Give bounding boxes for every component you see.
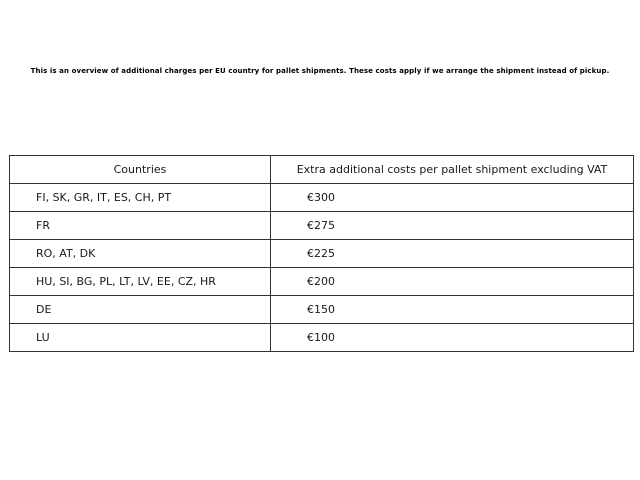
cost-cell: €150 [271, 296, 634, 324]
countries-cell: FR [10, 212, 271, 240]
overview-description-text: This is an overview of additional charges per EU country for pallet shipments. These costs apply if we arrange the shipment instead of pickup. [30, 67, 610, 75]
table-row [10, 184, 634, 212]
countries-column-header: Countries [10, 156, 271, 184]
cost-cell: €300 [271, 184, 634, 212]
cost-cell: €225 [271, 240, 634, 268]
countries-cell: DE [10, 296, 271, 324]
table-row [10, 324, 634, 352]
table-row [10, 240, 634, 268]
countries-cell: RO, AT, DK [10, 240, 271, 268]
table-row [10, 296, 634, 324]
countries-cell: FI, SK, GR, IT, ES, CH, PT [10, 184, 271, 212]
cost-cell: €100 [271, 324, 634, 352]
countries-cell: HU, SI, BG, PL, LT, LV, EE, CZ, HR [10, 268, 271, 296]
cost-cell: €275 [271, 212, 634, 240]
table-row [10, 268, 634, 296]
table-header-row [10, 156, 634, 184]
cost-cell: €200 [271, 268, 634, 296]
cost-column-header: Extra additional costs per pallet shipment excluding VAT [271, 156, 634, 184]
table-row [10, 212, 634, 240]
pallet-charges-table [9, 155, 634, 352]
countries-cell: LU [10, 324, 271, 352]
